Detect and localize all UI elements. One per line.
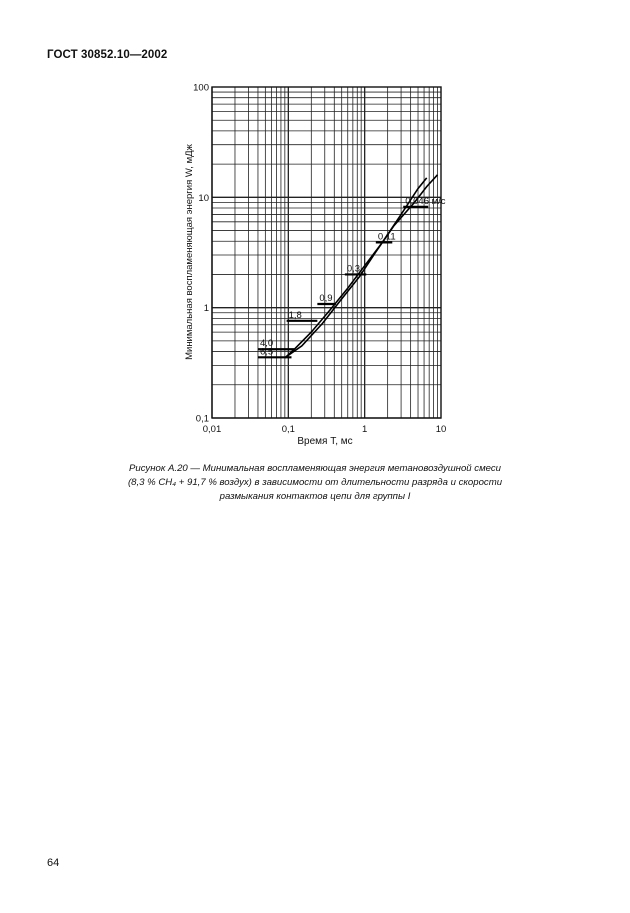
- y-tick-label: 1: [203, 303, 209, 315]
- y-axis-label: Минимальная воспламеняющая энергия W, мДж: [184, 144, 195, 360]
- plot-border: [212, 87, 441, 418]
- figure-caption-line: размыкания контактов цепи для группы I: [219, 491, 411, 502]
- x-tick-label: 1: [362, 424, 368, 435]
- x-tick-label: 10: [435, 424, 447, 435]
- x-tick-label: 0,01: [202, 424, 222, 435]
- annotation-label: 1,8: [288, 309, 302, 321]
- plot-frame: [212, 87, 441, 418]
- page-number: 64: [47, 857, 60, 869]
- annotation-label: 0,11: [377, 231, 396, 243]
- annotation-label: 6,5: [259, 346, 274, 358]
- tick-labels: [193, 83, 446, 436]
- annotation-label: 0,3: [346, 263, 361, 275]
- y-tick-label: 100: [193, 82, 209, 94]
- x-axis-label: Время T, мс: [297, 436, 353, 447]
- figure-caption-line: Рисунок А.20 — Минимальная воспламеняющая энергия метановоздушной смеси: [128, 463, 502, 474]
- x-tick-label: 0,1: [281, 424, 295, 435]
- chart-grid: [212, 87, 441, 418]
- document-header: ГОСТ 30852.10—2002: [47, 49, 168, 61]
- annotation-label: 0,046 м/с: [405, 195, 446, 207]
- y-tick-label: 0,1: [195, 413, 209, 425]
- figure-caption: [95, 462, 535, 504]
- figure-caption-line: (8,3 % CH₄ + 91,7 % воздух) в зависимости от длительности разряда и скорости: [127, 477, 503, 488]
- y-tick-label: 10: [198, 192, 209, 204]
- annotation-label: 4,0: [259, 338, 274, 350]
- annotation-label: 0,9: [319, 292, 333, 304]
